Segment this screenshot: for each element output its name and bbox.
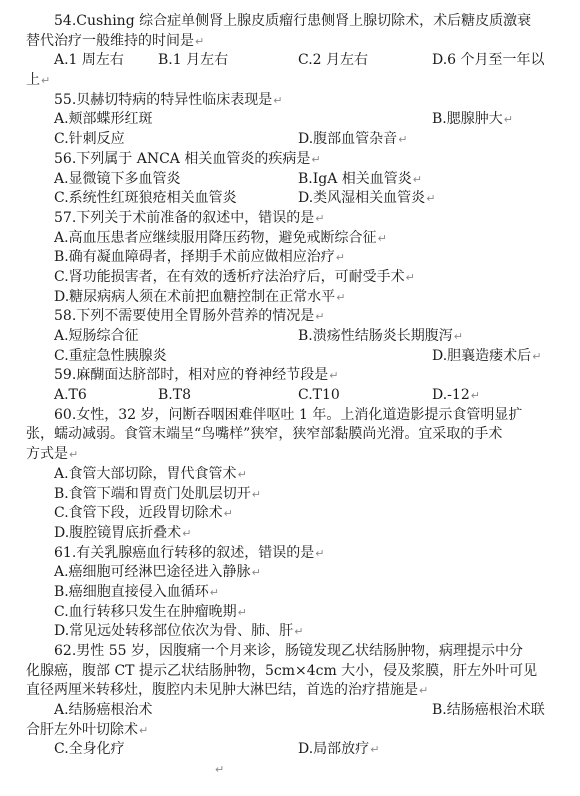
question-text: 化腺癌，腹部 CT 提示乙状结肠肿物，5cm×4cm 大小，侵及浆膜，肝左外叶可见	[26, 662, 538, 679]
paragraph-mark-icon: ↵	[273, 93, 283, 107]
paragraph-mark-icon: ↵	[426, 192, 436, 206]
paragraph-mark-icon: ↵	[315, 211, 325, 225]
paragraph-mark-icon: ↵	[41, 74, 51, 88]
option-c: C.肾功能损害者，在有效的透析疗法治疗后，可耐受手术↵	[54, 268, 415, 285]
paragraph-mark-icon: ↵	[329, 369, 339, 383]
option-b: B.IgA 相关血管炎↵	[298, 170, 423, 187]
option-b: B.癌细胞直接侵入血循环↵	[54, 583, 219, 600]
option-wrap-text: 合肝左外叶切除术↵	[26, 721, 149, 738]
question-text: 直径两厘米转移灶，腹腔内未见肿大淋巴结，首选的治疗措施是↵	[26, 682, 429, 699]
option-c: C.针刺反应	[54, 131, 125, 148]
option-c: C.2 月左右	[298, 52, 369, 69]
option-row	[0, 130, 580, 150]
paragraph-mark-icon: ↵	[503, 113, 513, 127]
question-text: 方式是↵	[26, 446, 79, 463]
option-a: A.短肠综合征	[54, 328, 139, 344]
option-a: A.T6	[54, 387, 87, 404]
paragraph-mark-icon: ↵	[294, 625, 304, 639]
option-c: C.T10	[298, 387, 340, 404]
question-text: 54.Cushing 综合症单侧肾上腺皮质瘤行患侧肾上腺切除术，术后糖皮质激衰	[54, 13, 532, 29]
option-c: C.食管下段，近段胃切除术↵	[54, 505, 233, 522]
paragraph-mark-icon: ↵	[412, 172, 423, 186]
option-row	[0, 386, 580, 406]
option-d: D.类风湿相关血管炎↵	[298, 190, 436, 207]
option-a: A.1 周左右	[54, 52, 124, 69]
paragraph-mark-icon: ↵	[311, 152, 321, 166]
option-b: B.1 月左右	[158, 52, 229, 69]
option-a: A.结肠癌根治术	[54, 702, 153, 719]
paragraph-mark-icon: ↵	[405, 270, 415, 284]
option-d: D.-12↵	[432, 387, 480, 404]
option-d: D.腹腔镜胃底折叠术↵	[54, 524, 192, 541]
paragraph-mark-icon: ↵	[470, 389, 480, 403]
question-text: 58.下列不需要使用全胃肠外营养的情况是↵	[54, 308, 325, 325]
paragraph-mark-icon: ↵	[251, 487, 261, 501]
option-b: B.食管下端和胃贲门处肌层切开↵	[54, 485, 261, 502]
paragraph-mark-icon: ↵	[336, 290, 346, 304]
option-d: D.常见远处转移部位依次为骨、肺、肝↵	[54, 623, 304, 640]
option-row	[0, 170, 580, 190]
option-row	[0, 110, 580, 130]
option-row	[0, 740, 580, 760]
option-b: B.溃疡性结肠炎长期腹泻↵	[298, 328, 463, 344]
paragraph-mark-icon: ↵	[315, 310, 325, 324]
paragraph-mark-icon: ↵	[532, 349, 542, 363]
paragraph-mark-icon: ↵	[453, 330, 463, 343]
option-row	[0, 189, 580, 209]
paragraph-mark-icon: ↵	[182, 526, 192, 540]
option-a: A.显微镜下多血管炎	[54, 170, 181, 187]
paragraph-mark-icon: ↵	[419, 684, 429, 698]
paragraph-mark-icon: ↵	[69, 448, 79, 462]
paragraph-mark-icon: ↵	[237, 605, 247, 619]
option-row	[0, 51, 580, 71]
paragraph-mark-icon: ↵	[223, 507, 233, 521]
question-text: 61.有关乳腺癌血行转移的叙述，错误的是↵	[54, 544, 325, 561]
option-wrap-text: 上↵	[26, 72, 51, 89]
paragraph-mark-icon: ↵	[209, 585, 219, 599]
question-text: 59.麻醐面达脐部时，相对应的脊神经节段是↵	[54, 367, 339, 384]
paragraph-mark-icon: ↵	[335, 251, 345, 265]
paragraph-mark-icon: ↵	[370, 743, 380, 757]
question-text: 张，蠕动减弱。食管末端呈“鸟嘴样”狭窄，狭窄部黏膜尚光滑。宜采取的手术	[26, 426, 503, 443]
option-b: B.腮腺肿大↵	[432, 111, 513, 128]
option-b: B.确有凝血障碍者，择期手术前应做相应治疗↵	[54, 249, 345, 266]
option-c: C.重症急性胰腺炎	[54, 347, 167, 364]
option-d: D.糖尿病病人须在术前把血糖控制在正常水平↵	[54, 288, 346, 305]
option-row	[0, 347, 580, 367]
paragraph-mark-icon: ↵	[377, 231, 387, 245]
paragraph-mark-icon: ↵	[237, 467, 247, 481]
option-d: D.腹部血管杂音↵	[298, 131, 408, 148]
question-text: 60.女性，32 岁，问断吞咽困难伴呕吐 1 年。上消化道造影提示食管明显扩	[54, 406, 523, 423]
option-b: B.结肠癌根治术联	[432, 702, 545, 719]
option-d: D.胆襄造瘘术后↵	[432, 347, 542, 364]
empty-line	[0, 760, 580, 780]
question-text: 57.下列关于术前准备的叙述中，错误的是↵	[54, 209, 325, 226]
paragraph-mark-icon: ↵	[251, 566, 261, 580]
option-c: C.全身化疗	[54, 741, 125, 758]
question-text: 55.贝赫切特病的特异性临床表现是↵	[54, 91, 283, 108]
option-row	[0, 327, 580, 347]
option-row	[0, 701, 580, 721]
option-a: A.食管大部切除，胃代食管术↵	[54, 465, 247, 482]
paragraph-mark-icon: ↵	[195, 34, 205, 48]
paragraph-mark-icon: ↵	[398, 133, 408, 147]
paragraph-mark-icon: ↵	[215, 763, 225, 777]
question-text: 62.男性 55 岁，因腹痛一个月来诊，肠镜发现乙状结肠肿物，病理提示中分	[54, 643, 523, 659]
question-text: 替代治疗一般维持的时间是↵	[26, 32, 205, 49]
option-a: A.高血压患者应继续服用降压药物，避免戒断综合征↵	[54, 229, 387, 246]
option-c: C.血行转移只发生在肿瘤晚期↵	[54, 603, 247, 620]
paragraph-mark-icon: ↵	[139, 723, 149, 737]
paragraph-mark-icon: ↵	[315, 546, 325, 560]
option-a: A.癌细胞可经淋巴途径进入静脉↵	[54, 564, 261, 581]
option-d: D.6 个月至一年以	[432, 52, 545, 69]
option-d: D.局部放疗↵	[298, 741, 380, 758]
option-c: C.系统性红斑狼疮相关血管炎	[54, 190, 237, 207]
question-text: 56.下列属于 ANCA 相关血管炎的疾病是↵	[54, 150, 321, 167]
option-b: B.T8	[158, 387, 191, 404]
option-a: A.颊部蝶形红斑	[54, 111, 153, 128]
